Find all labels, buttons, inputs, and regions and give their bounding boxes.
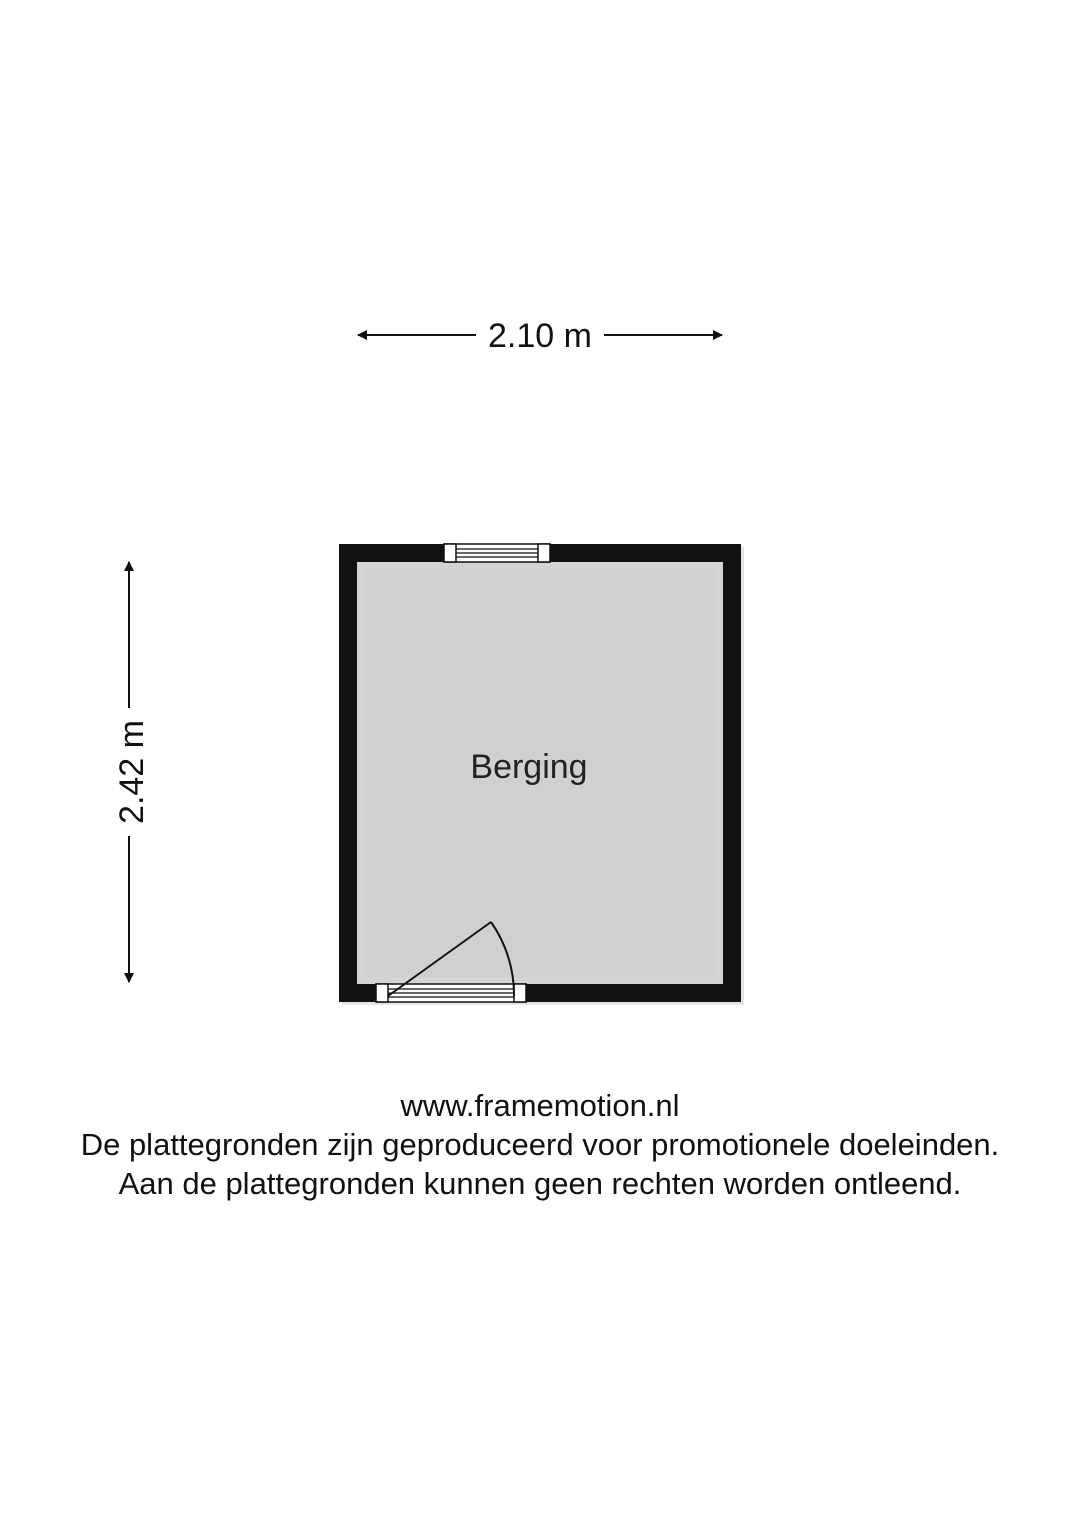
room-label: Berging [470, 748, 588, 786]
room-berging [339, 544, 744, 1005]
height-dimension-label: 2.42 m [113, 720, 151, 824]
width-dimension-label: 2.10 m [488, 317, 592, 355]
footer-website: www.framemotion.nl [400, 1088, 680, 1123]
footer [0, 1086, 1080, 1203]
width-dimension [358, 317, 722, 355]
footer-disclaimer-line-1: De plattegronden zijn geproduceerd voor promotionele doeleinden. [80, 1127, 1000, 1162]
window-top [444, 544, 550, 562]
height-dimension [113, 562, 151, 982]
footer-disclaimer-line-2: Aan de plattegronden kunnen geen rechten worden ontleend. [118, 1166, 962, 1201]
